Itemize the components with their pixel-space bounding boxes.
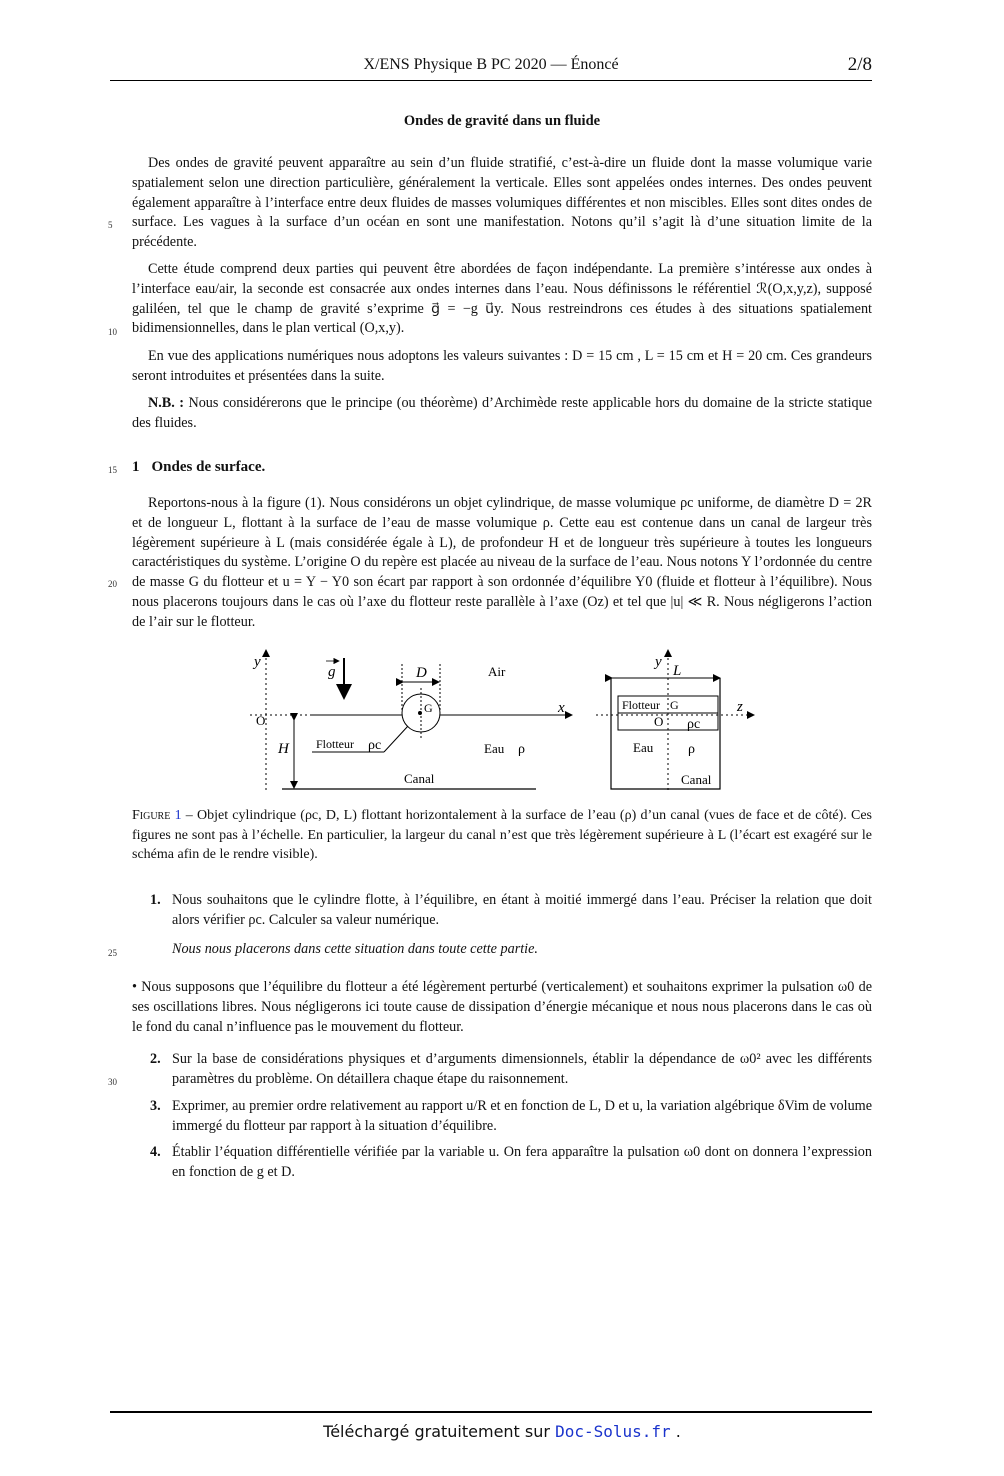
caption-number[interactable]: 1 — [174, 808, 182, 823]
x-axis-label: x — [558, 700, 565, 716]
water-density-label-right: ρ — [688, 742, 695, 757]
float-density-label: ρc — [368, 738, 382, 753]
line-number: 10 — [108, 327, 117, 337]
figure-caption — [132, 806, 872, 865]
canal-label-right: Canal — [681, 772, 712, 787]
line-number: 15 — [108, 465, 117, 475]
section-paragraph: Reportons-nous à la figure (1). Nous considérons un objet cylindrique, de masse volumique ρc uniforme, de diamètre D = 2R et de longueur L, flottant à la surface de l’eau de masse volumique ρ. Cette eau est contenue dans un canal de largeur très légèrement supérieure à L (mais considérée égale à L), de profondeur H et de longueur très supérieure à toutes les longueurs caractéristiques du système. L’origine O du repère est placée au niveau de la surface de l’eau. Nous notons Y l’ordonnée du centre de masse G du flotteur et u = Y − Y0 son écart par rapport à son ordonnée d’équilibre Y0 (fluide et flotteur à l’équilibre). Nous nous placerons toujours dans le cas où l’axe du flotteur reste parallèle à l’axe (Oz) et tel que |u| ≪ R. Nous négligerons l’action de l’air sur le flotteur. — [132, 495, 872, 630]
question-number: 4. — [150, 1144, 161, 1160]
origin-label-right: O — [654, 714, 664, 729]
float-density-label-right: ρc — [687, 717, 701, 732]
line-number: 20 — [108, 579, 117, 589]
center-of-mass-label-right: G — [670, 698, 679, 712]
z-axis-label: z — [737, 699, 743, 715]
line-number: 30 — [108, 1077, 117, 1087]
question-number: 3. — [150, 1098, 161, 1114]
gravity-label: g — [328, 664, 336, 680]
float-label-right: Flotteur — [622, 698, 660, 712]
diameter-label: D — [416, 665, 427, 681]
bullet-paragraph: • Nous supposons que l’équilibre du flotteur a été légèrement perturbé (verticalement) et souhaitons exprimer la pulsation ω0 de ses oscillations libres. Nous négligerons ici toute cause de dissipation d’énergie mécanique et nous nous placerons dans le cas où le fond du canal n’influence pas le mouvement du flotteur. — [132, 979, 872, 1035]
caption-text: – Objet cylindrique (ρc, D, L) flottant horizontalement à la surface de l’eau (ρ) d’un canal (vues de face et de côté). Ces figures ne sont pas à l’échelle. En particulier, la largeur du canal n’est que très légèrement supérieure à L (l’écart est exagéré sur le schéma afin de le rendre visible). — [132, 808, 872, 862]
intro-paragraph-1: Des ondes de gravité peuvent apparaître au sein d’un fluide stratifié, c’est-à-dire un fluide dont la masse volumique varie spatialement selon une direction particulière, généralement la verticale. Elles sont appelées ondes internes. Des ondes peuvent également apparaître à l’interface entre deux fluides de masses volumiques différentes et non miscibles. Elles sont dites ondes de surface. Les vagues à la surface d’un océan en sont une manifestation. Notons qu’il s’agit là d’une situation limite de la précédente. — [132, 155, 872, 251]
canal-label: Canal — [404, 771, 435, 786]
section-number: 1 — [132, 459, 140, 475]
question-text: Nous souhaitons que le cylindre flotte, à l’équilibre, en étant à moitié immergé dans l’eau. Préciser la relation que doit alors vérifier ρc. Calculer sa valeur numérique. — [172, 892, 872, 928]
figure-1 — [240, 644, 770, 794]
water-label-right: Eau — [633, 740, 654, 755]
page-number: 2/8 — [847, 54, 872, 75]
length-label: L — [673, 663, 682, 679]
depth-label: H — [278, 741, 289, 757]
float-leader-line — [384, 726, 408, 752]
question-text: Établir l’équation différentielle vérifiée par la variable u. On fera apparaître la pulsation ω0 dont on donnera l’expression en fonction de g et D. — [172, 1144, 872, 1180]
question-text: Sur la base de considérations physiques et d’arguments dimensionnels, établir la dépendance de ω0² avec les différents paramètres du problème. On détaillera chaque étape du raisonnement. — [172, 1051, 872, 1087]
origin-label: O — [256, 713, 266, 728]
section-heading — [132, 459, 277, 476]
line-number: 25 — [108, 948, 117, 958]
nb-label: N.B. : — [148, 395, 184, 411]
center-of-mass-label: G — [424, 701, 433, 715]
header-title: X/ENS Physique B PC 2020 — Énoncé — [363, 56, 619, 73]
nb-paragraph — [132, 394, 872, 434]
intro-paragraph-2: Cette étude comprend deux parties qui peuvent être abordées de façon indépendante. La première s’intéresse aux ondes à l’interface eau/air, la seconde est consacrée aux ondes internes dans l’eau. Nous définissons le référentiel ℛ(O,x,y,z), supposé galiléen, tel que le champ de gravité s’exprime g⃗ = −g u⃗y. Nous restreindrons ces études à des situations spatialement bidimensionnelles, dans le plan vertical (O,x,y). — [132, 261, 872, 337]
caption-label: Figure — [132, 808, 171, 823]
question-text: Exprimer, au premier ordre relativement au rapport u/R et en fonction de L, D et u, la variation algébrique δVim de volume immergé du flotteur par rapport à la situation d’équilibre. — [172, 1098, 872, 1134]
italic-note: Nous nous placerons dans cette situation dans toute cette partie. — [172, 941, 538, 957]
question-number: 2. — [150, 1051, 161, 1067]
line-number: 5 — [108, 220, 113, 230]
float-label: Flotteur — [316, 737, 354, 751]
air-label: Air — [488, 664, 506, 679]
water-density-label: ρ — [518, 742, 525, 757]
question-3 — [150, 1097, 872, 1137]
footer-rule — [110, 1411, 872, 1413]
footer-link[interactable]: Doc-Solus.fr — [555, 1422, 671, 1441]
y-axis-label-right: y — [655, 654, 662, 670]
y-axis-label: y — [254, 654, 261, 670]
document-title: Ondes de gravité dans un fluide — [403, 113, 601, 129]
footer-text: Téléchargé gratuitement sur — [323, 1422, 556, 1441]
intro-paragraph-3: En vue des applications numériques nous adoptons les valeurs suivantes : D = 15 cm , L = 15 cm et H = 20 cm. Ces grandeurs seront introduites et présentées dans la suite. — [132, 348, 872, 384]
center-of-mass-dot — [418, 711, 422, 715]
page-footer — [0, 1422, 1004, 1441]
question-4 — [150, 1143, 872, 1183]
water-label: Eau — [484, 741, 505, 756]
question-2 — [150, 1050, 872, 1090]
section-title: Ondes de surface. — [151, 459, 266, 475]
page-header — [110, 56, 872, 81]
footer-end: . — [670, 1422, 681, 1441]
question-1 — [150, 891, 872, 931]
nb-text: Nous considérerons que le principe (ou théorème) d’Archimède reste applicable hors du domaine de la stricte statique des fluides. — [132, 395, 873, 431]
question-number: 1. — [150, 892, 161, 908]
